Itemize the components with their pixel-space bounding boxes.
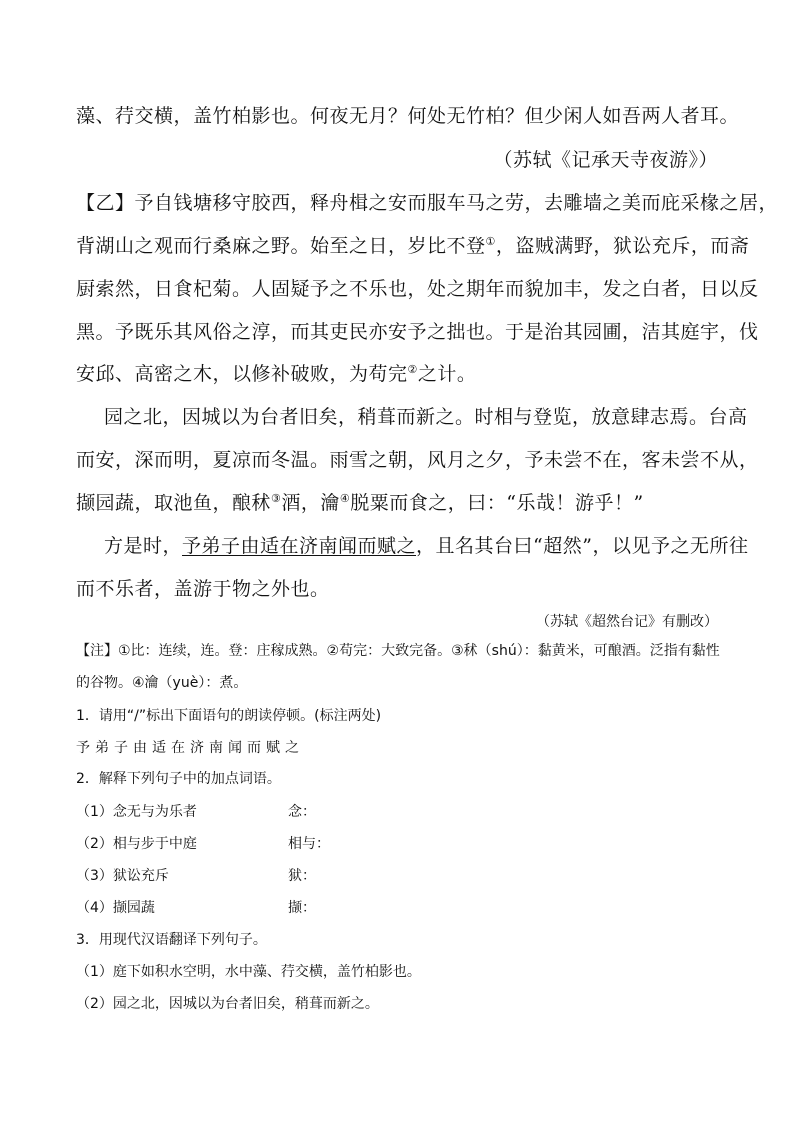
passage-yi-line (104, 536, 748, 556)
question-1-sentence: 予弟子由适在济南闻而赋之 (76, 740, 304, 756)
passage-text: 脱粟而食之，曰：“乐哉！游乎！” (350, 492, 644, 514)
passage-text: 方是时， (104, 535, 183, 557)
passage-yi-text: 予自钱塘移守胶西，释舟楫之安而服车马之劳，去雕墙之美而庇采椽之居， (134, 192, 779, 214)
question-3: 3．用现代汉语翻译下列句子。 (76, 932, 267, 948)
question-2-item: （2）相与步于中庭 (76, 836, 197, 852)
question-1: 1．请用“/”标出下面语句的朗读停顿。(标注两处) (76, 708, 382, 724)
passage-text: 之计。 (417, 363, 477, 385)
passage-text: 背湖山之观而行桑麻之野。始至之日，岁比不登 (76, 235, 486, 257)
passage-yi-line (76, 193, 778, 213)
note-mark: ④ (339, 492, 351, 505)
answer-field-label: 相与： (288, 836, 330, 852)
passage-yi-line: 园之北，因城以为台者旧矣，稍葺而新之。时相与登览，放意肆志焉。台高 (104, 406, 748, 428)
note-mark: ② (407, 363, 418, 376)
note-mark: ③ (271, 492, 282, 505)
note-mark: ① (485, 235, 496, 248)
passage-text: ，且名其台曰“超然”，以见予之无所往 (416, 535, 749, 557)
passage-text: 安邱、高密之木，以修补破败，为苟完 (76, 363, 408, 385)
notes-line: 的谷物。④瀹（yuè）：煮。 (76, 675, 248, 691)
passage-jia-line: 藻、荇交横，盖竹柏影也。何夜无月？何处无竹柏？但少闲人如吾两人者耳。 (76, 105, 740, 127)
answer-field-label: 撷： (288, 900, 316, 916)
notes-line: 【注】①比：连续，连。登：庄稼成熟。②苟完：大致完备。③秫（shú）：黏黄米，可酿酒。泛指有黏性 (76, 643, 720, 659)
passage-yi-line (76, 236, 749, 256)
answer-field-label: 念： (288, 804, 316, 820)
passage-text: 撷园蔬，取池鱼，酿秫 (76, 492, 272, 514)
question-3-item: （2）园之北，因城以为台者旧矣，稍葺而新之。 (76, 996, 379, 1012)
passage-yi-label: 【乙】 (76, 192, 135, 214)
passage-yi-line: 而不乐者，盖游于物之外也。 (76, 578, 330, 600)
answer-field-label: 狱： (288, 868, 316, 884)
question-3-item: （1）庭下如积水空明，水中藻、荇交横，盖竹柏影也。 (76, 964, 421, 980)
passage-yi-line (76, 493, 644, 513)
passage-yi-line: 而安，深而明，夏凉而冬温。雨雪之朝，风月之夕，予未尝不在，客未尝不从， (76, 449, 759, 471)
passage-text: 酒，瀹 (281, 492, 340, 514)
question-2-item: （4）撷园蔬 (76, 900, 155, 916)
passage-jia-source: （苏轼《记承天寺夜游》） (493, 149, 718, 171)
question-2-item: （3）狱讼充斥 (76, 868, 169, 884)
passage-yi-line: 黑。予既乐其风俗之淳，而其吏民亦安予之拙也。于是治其园圃，洁其庭宇，伐 (76, 321, 759, 343)
question-2: 2．解释下列句子中的加点词语。 (76, 771, 281, 787)
passage-yi-line: 厨索然，日食杞菊。人固疑予之不乐也，处之期年而貌加丰，发之白者，日以反 (76, 278, 759, 300)
passage-text: ，盗贼满野，狱讼充斥，而斋 (495, 235, 750, 257)
question-2-item: （1）念无与为乐者 (76, 804, 197, 820)
passage-yi-source: （苏轼《超然台记》有删改） (536, 614, 718, 630)
passage-yi-line (76, 364, 476, 384)
underlined-sentence: 予弟子由适在济南闻而赋之 (182, 535, 417, 557)
